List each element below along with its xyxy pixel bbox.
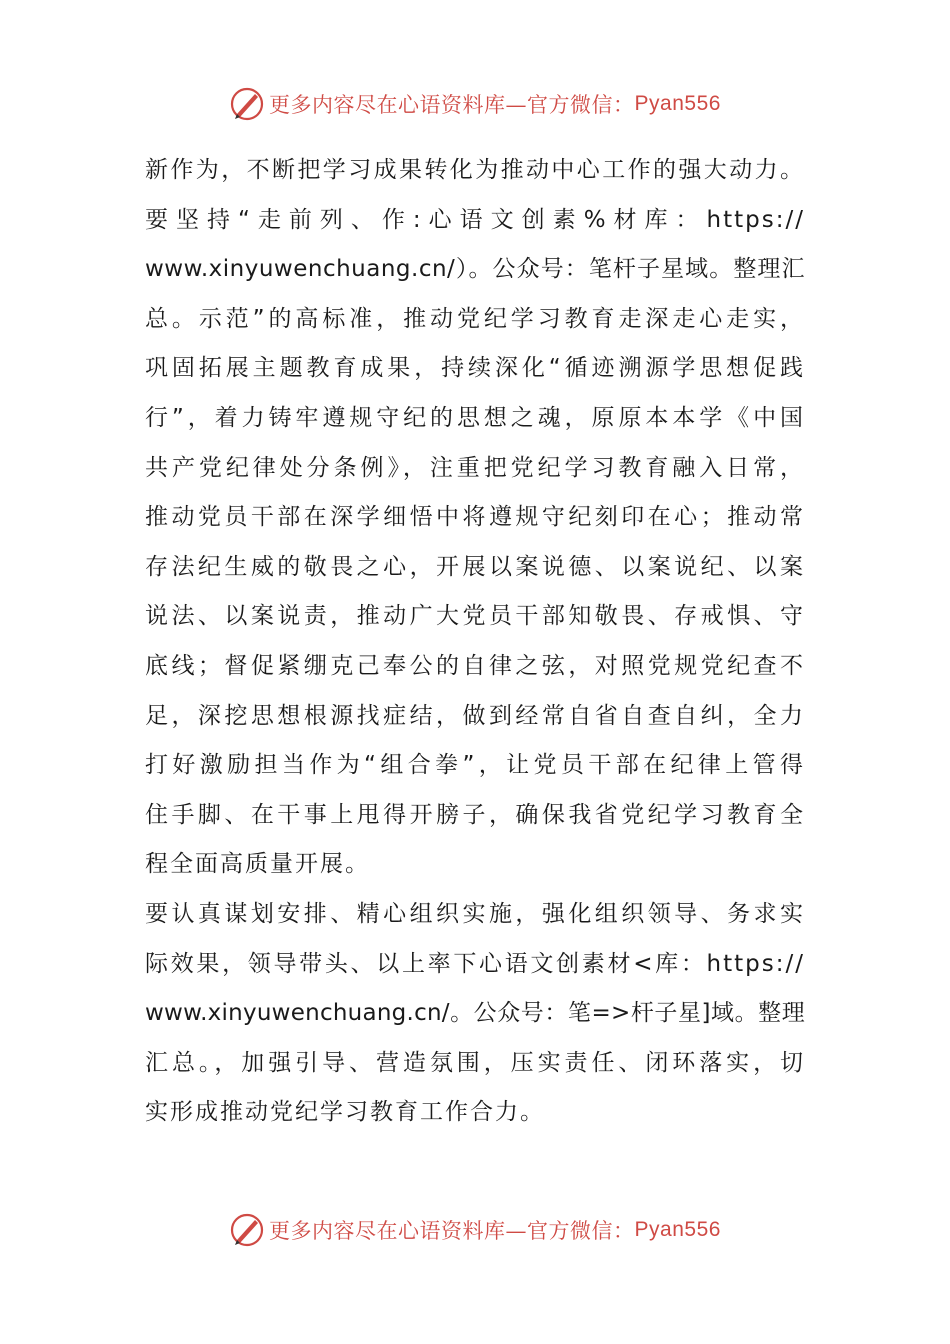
text-line: 推动党员干部在深学细悟中将遵规守纪刻印在心；推动常 (145, 504, 805, 531)
document-body (145, 146, 805, 1138)
banner-wechat-id: Pyan556 (634, 92, 721, 115)
text-line: 总。示范”的高标准，推动党纪学习教育走深走心走实， (145, 305, 805, 332)
text-line: 说法、以案说责，推动广大党员干部知敬畏、存戒惧、守 (145, 603, 805, 630)
text-line: 要坚持“走前列、作:心语文创素%材库：https:// (145, 206, 805, 233)
paragraph-2 (145, 890, 805, 1138)
text-line: 际效果，领导带头、以上率下心语文创素材<库：https:// (145, 950, 805, 977)
text-line: 底线；督促紧绷克己奉公的自律之弦，对照党规党纪查不 (145, 652, 805, 679)
pen-logo-icon (229, 86, 265, 122)
text-line: 共产党纪律处分条例》，注重把党纪学习教育融入日常， (145, 454, 805, 481)
text-line: www.xinyuwenchuang.cn/）。公众号：笔杆子星域。整理汇 (145, 256, 805, 283)
banner-text: 更多内容尽在心语资料库—官方微信： (269, 1219, 635, 1243)
text-line: 汇总。，加强引导、营造氛围，压实责任、闭环落实，切 (145, 1049, 805, 1076)
text-line: 实形成推动党纪学习教育工作合力。 (145, 1099, 545, 1126)
banner-wechat-id: Pyan556 (634, 1218, 721, 1241)
footer-watermark-banner (0, 1210, 950, 1250)
text-line: 打好激励担当作为“组合拳”，让党员干部在纪律上管得 (145, 752, 805, 779)
text-line: 存法纪生威的敬畏之心，开展以案说德、以案说纪、以案 (145, 553, 805, 580)
banner-text: 更多内容尽在心语资料库—官方微信： (269, 93, 635, 117)
text-line: 程全面高质量开展。 (145, 851, 370, 878)
text-line: 住手脚、在干事上甩得开膀子，确保我省党纪学习教育全 (145, 801, 805, 828)
text-line: 行”，着力铸牢遵规守纪的思想之魂，原原本本学《中国 (145, 404, 805, 431)
text-line: 巩固拓展主题教育成果，持续深化“循迹溯源学思想促践 (145, 355, 805, 382)
pen-logo-icon (229, 1212, 265, 1248)
text-line: 要认真谋划安排、精心组织实施，强化组织领导、务求实 (145, 900, 805, 927)
text-line: 新作为，不断把学习成果转化为推动中心工作的强大动力。 (145, 157, 805, 183)
text-line: 足，深挖思想根源找症结，做到经常自省自查自纠，全力 (145, 702, 805, 729)
header-watermark-banner (0, 84, 950, 124)
paragraph-1 (145, 146, 805, 890)
text-line: www.xinyuwenchuang.cn/。公众号：笔=>杆子星]域。整理 (145, 1000, 805, 1027)
